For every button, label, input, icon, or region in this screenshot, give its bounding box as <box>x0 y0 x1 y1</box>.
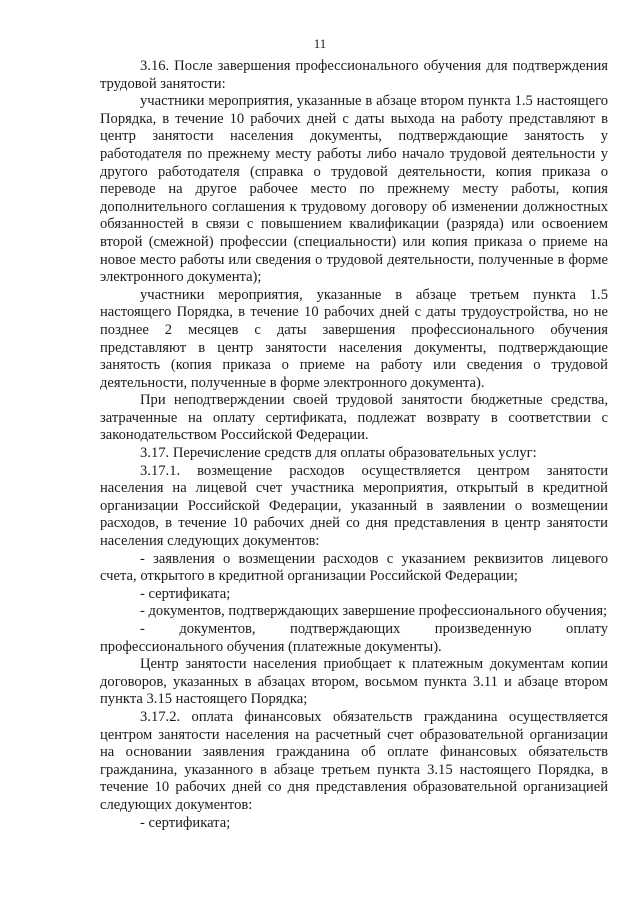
page-number: 11 <box>313 36 327 51</box>
list-item: - документов, подтверждающих произведенную оплату профессионального обучения (платежные документы). <box>100 621 608 655</box>
list-item: - заявления о возмещении расходов с указанием реквизитов лицевого счета, открытого в кредитной организации Российской Федерации; <box>100 550 608 585</box>
paragraph: участники мероприятия, указанные в абзаце втором пункта 1.5 настоящего Порядка, в течение 10 рабочих дней с даты выхода на работу представляют в центр занятости населения документы, подтверждающие занятость у работодателя по прежнему месту работы либо начало трудовой деятельности у другого работодателя (справка о трудовой деятельности, копия приказа о переводе на другое рабочее место по прежнему месту работы, копия дополнительного соглашения к трудовому договору об изменении должностных обязанностей в связи с повышением квалификации (разряда) или освоением второй (смежной) профессии (специальности) или копия приказа о приеме на новое место работы или сведения о трудовой деятельности, полученные в форме электронного документа); <box>100 93 608 286</box>
list-item: - сертификата; <box>140 585 231 602</box>
paragraph: 3.16. После завершения профессионального обучения для подтверждения трудовой занятости: <box>100 58 608 92</box>
paragraph: участники мероприятия, указанные в абзаце третьем пункта 1.5 настоящего Порядка, в течение 10 рабочих дней с даты трудоустройства, но не позднее 2 месяцев с даты завершения профессионального обучения представляют в центр занятости населения документы, подтверждающие занятость (копия приказа о приеме на работу или сведения о трудовой деятельности, полученные в форме электронного документа). <box>100 286 608 391</box>
list-item: - сертификата; <box>140 814 231 831</box>
paragraph: 3.17. Перечисление средств для оплаты образовательных услуг: <box>140 445 537 462</box>
paragraph: При неподтверждении своей трудовой занятости бюджетные средства, затраченные на оплату сертификата, подлежат возврату в соответствии с законодательством Российской Федерации. <box>100 392 608 444</box>
paragraph: Центр занятости населения приобщает к платежным документам копии договоров, указанных в абзацах втором, восьмом пункта 3.11 и абзаце втором пункта 3.15 настоящего Порядка; <box>100 656 608 708</box>
paragraph: 3.17.1. возмещение расходов осуществляется центром занятости населения на лицевой счет участника мероприятия, открытый в кредитной организации Российской Федерации, указанный в заявлении о возмещении расходов, в течение 10 рабочих дней со дня представления в центр занятости населения следующих документов: <box>100 462 608 550</box>
list-item: - документов, подтверждающих завершение профессионального обучения; <box>140 603 608 620</box>
document-body <box>100 58 608 832</box>
paragraph: 3.17.2. оплата финансовых обязательств гражданина осуществляется центром занятости населения на расчетный счет образовательной организации на основании заявления гражданина об оплате финансовых обязательств гражданина, указанного в абзаце третьем пункта 3.15 настоящего Порядка, в течение 10 рабочих дней со дня представления образовательной организацией следующих документов: <box>100 708 608 813</box>
